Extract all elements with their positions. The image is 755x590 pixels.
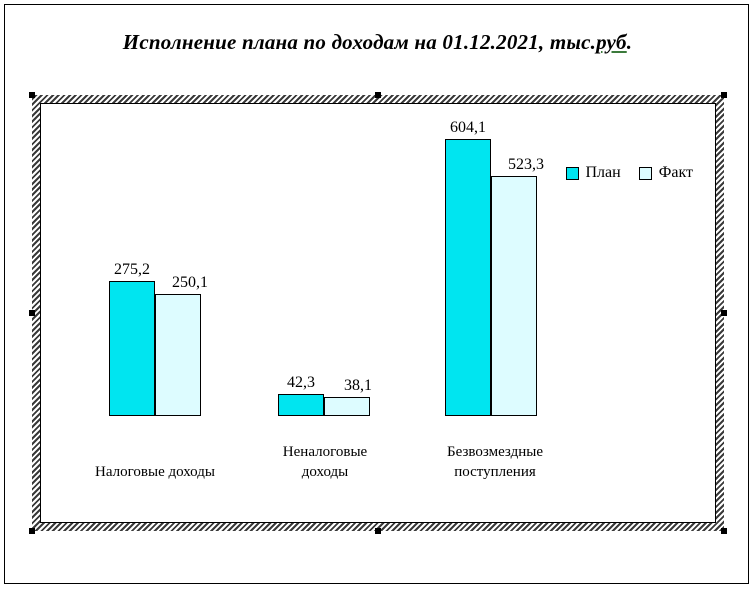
page-title-underlined-word: руб xyxy=(596,30,627,54)
selection-handle-top-right[interactable] xyxy=(721,92,727,98)
category-label-nalogovye: Налоговые доходы xyxy=(95,463,215,480)
category-label-nenalogovye-line-2: доходы xyxy=(301,463,349,480)
chart-canvas[interactable] xyxy=(40,103,716,523)
bar-plan-bezvozmezdnye[interactable] xyxy=(445,139,491,416)
legend-label-fact: Факт xyxy=(658,164,693,181)
page-title-text: Исполнение плана по доходам на 01.12.2021, тыс. xyxy=(122,30,597,54)
legend-label-plan: План xyxy=(585,164,621,181)
bar-value-fact-bezvozmezdnye: 523,3 xyxy=(508,156,544,173)
bar-plan-nenalogovye[interactable] xyxy=(278,394,324,416)
category-label-bezvozmezdnye-line-2: поступления xyxy=(454,463,536,480)
bar-plan-nalogovye[interactable] xyxy=(109,281,155,416)
chart-object-selection-frame[interactable] xyxy=(32,95,724,531)
bar-value-fact-nalogovye: 250,1 xyxy=(172,274,208,291)
category-label-nenalogovye-line-1: Неналоговые xyxy=(282,443,368,460)
bar-value-fact-nenalogovye: 38,1 xyxy=(344,377,372,394)
page-title xyxy=(0,30,755,55)
bar-value-plan-nenalogovye: 42,3 xyxy=(287,374,315,391)
selection-handle-bottom-right[interactable] xyxy=(721,528,727,534)
page-title-suffix: . xyxy=(626,30,633,54)
category-label-bezvozmezdnye-line-1: Безвозмездные xyxy=(447,443,543,460)
category-label-bezvozmezdnye xyxy=(411,442,579,483)
bar-fact-nalogovye[interactable] xyxy=(155,294,201,416)
bar-fact-bezvozmezdnye[interactable] xyxy=(491,176,537,416)
selection-handle-middle-right[interactable] xyxy=(721,310,727,316)
bar-value-plan-bezvozmezdnye: 604,1 xyxy=(450,119,486,136)
bar-fact-nenalogovye[interactable] xyxy=(324,397,370,416)
category-label-nenalogovye xyxy=(250,442,400,483)
selection-handle-middle-left[interactable] xyxy=(29,310,35,316)
selection-handle-bottom-center[interactable] xyxy=(375,528,381,534)
bar-value-plan-nalogovye: 275,2 xyxy=(114,261,150,278)
plot-area xyxy=(41,104,715,522)
selection-handle-top-left[interactable] xyxy=(29,92,35,98)
selection-handle-top-center[interactable] xyxy=(375,92,381,98)
selection-handle-bottom-left[interactable] xyxy=(29,528,35,534)
